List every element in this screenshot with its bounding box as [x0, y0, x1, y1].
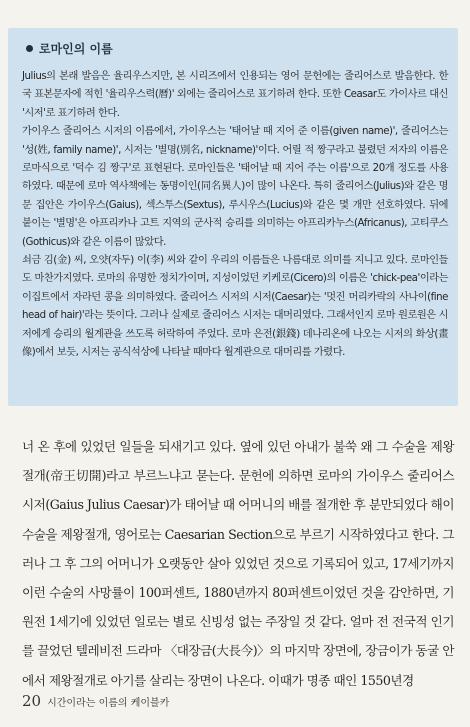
page-number: 20 — [22, 692, 42, 710]
sidebar-title — [26, 40, 113, 57]
page-footer — [22, 692, 169, 710]
main-paragraph: 너 온 후에 있었던 일들을 되새기고 있다. 옆에 있던 아내가 불쑥 왜 그 수술을 제왕절개(帝王切開)라고 부르느냐고 묻는다. 문헌에 의하면 로마의 가이우스 줄리어스 시저(Gaius Julius Caesar)가 태어날 때 어머니의 배를 절개한 후 분만되었다 해이 수술을 제왕절개, 영어로는 Caesarian Section으로 부르기 시작하였다고 한다. 그러나 그 후 그의 어머니가 오랫동안 살아 있었던 것으로 기록되어 있고, 17세기까지 이런 수술의 사망률이 100퍼센트, 1880년까지 80퍼센트이었던 것을 감안하면, 기원전 1세기에 있었던 일로는 별로 신빙성 없는 주장일 것 같다. 얼마 전 전국적 인기를 끌었던 텔레비전 드라마 〈대장금(大長今)〉의 마지막 장면에, 장금이가 동굴 안에서 제왕절개로 아기를 살리는 장면이 나온다. 이때가 명종 때인 1550년경 — [22, 439, 454, 688]
main-body — [22, 432, 454, 695]
sidebar-paragraph-2: 가이우스 줄리어스 시저의 이름에서, 가이우스는 '태어날 때 지어 준 이름(given name)', 줄리어스는 '성(姓, family name)', 시저는 '별명(別名, nickname)'이다. 어릴 적 짱구라고 불렸던 저자의 이름은 로마식으로 '덕수 김 짱구'로 표현된다. 로마인들은 '태어날 때 지어 주는 이름'으로 20개 정도를 사용하였다. 때문에 로마 역사책에는 동명이인(同名異人)이 많이 나온다. 특히 줄리어스(Julius)와 같은 명문 집안은 가이우스(Gaius), 섹스투스(Sextus), 루시우스(Lucius)와 같은 몇 개만 선호하였다. 뒤에 붙이는 '별명'은 아프리카나 고트 지역의 군사적 승리를 의미하는 아프리카누스(Africanus), 고티쿠스(Gothicus)와 같은 이름이 많았다. — [22, 126, 448, 248]
bullet-icon — [26, 45, 33, 52]
sidebar-paragraph-1: Julius의 본래 발음은 율리우스지만, 본 시리즈에서 인용되는 영어 문헌에는 줄리어스로 발음한다. 한국 표본문자에 적힌 '율리우스력(曆)' 외에는 줄리어스로 표기하려 한다. 또한 Ceasar도 가이사르 대신 '시저'로 표기하려 한다. — [22, 71, 448, 119]
sidebar-title-text: 로마인의 이름 — [39, 42, 113, 56]
running-title: 시간이라는 이름의 케이블카 — [47, 698, 170, 709]
sidebar-paragraph-3: 쇠금 김(金) 씨, 오얏(자두) 이(李) 씨와 같이 우리의 이름들은 나름대로 의미를 지니고 있다. 로마인들도 마찬가지였다. 로마의 유명한 정치가이며, 지성이었던 키케로(Cicero)의 이름은 'chick-pea'이라는 이집트에서 자라던 콩을 의미하였다. 줄리어스 시저의 시저(Caesar)는 '멋진 머리카락의 사나이(fine head of hair)'라는 뜻이다. 그러나 실제로 줄리어스 시저는 대머리였다. 그래서인지 로마 원로원은 시저에게 승리의 월계관을 쓰도록 허락하여 주었다. 로마 은전(銀錢) 데나리온에 나오는 시저의 화상(畫像)에서 보듯, 시저는 공식석상에 나타날 때마다 월계관으로 대머리를 가렸다. — [22, 255, 448, 359]
sidebar-body — [22, 68, 448, 363]
